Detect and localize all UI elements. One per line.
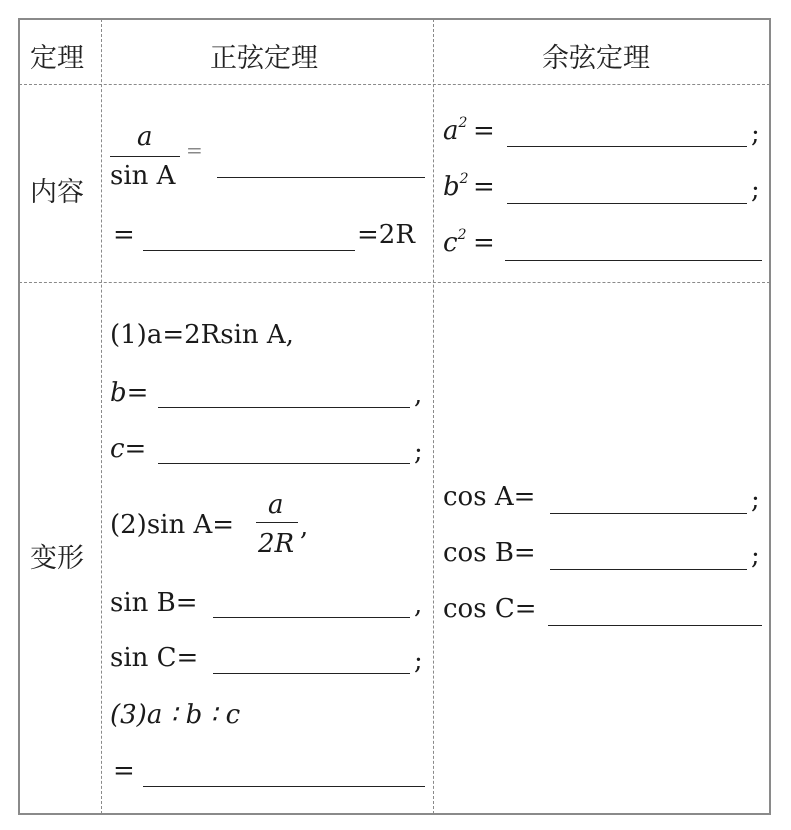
cos-c-squared-var: $c^2$ [443, 227, 467, 258]
cos-eq-c: = [473, 228, 495, 258]
theorem-table [18, 18, 771, 815]
sine-transform-line-4: (2)sin A= [110, 510, 235, 540]
sine-frac-denominator: sin A [110, 161, 176, 191]
sine-l4-denominator: 2R [258, 529, 295, 559]
cos-blank-c[interactable] [505, 260, 762, 261]
sine-l4-bar [256, 522, 298, 523]
sine-l4-comma: , [300, 512, 309, 542]
cos-cosA-eq: cos A= [443, 482, 536, 512]
cos-cosC-eq: cos C= [443, 594, 537, 624]
cos-cosB-eq: cos B= [443, 538, 536, 568]
cos-semi-b: ; [751, 175, 760, 205]
cos-blank-cosA[interactable] [550, 513, 747, 514]
sine-tail-2R: =2R [357, 220, 415, 250]
cos-blank-b[interactable] [507, 203, 747, 204]
sine-semi-c: ; [414, 437, 423, 467]
header-theorem: 定理 [30, 43, 84, 74]
sine-eq-1: = [186, 138, 203, 162]
sine-comma-sinB: , [414, 590, 423, 620]
sine-comma-b: , [414, 380, 423, 410]
cos-blank-cosC[interactable] [548, 625, 762, 626]
row-divider-2 [19, 282, 770, 283]
header-cosine-theorem: 余弦定理 [542, 43, 650, 74]
cos-b-squared-var: $b^2$ [443, 171, 469, 202]
cos-blank-a[interactable] [507, 146, 747, 147]
sine-blank-sinB[interactable] [213, 617, 410, 618]
sine-blank-1[interactable] [217, 177, 425, 178]
cos-semi-a: ; [751, 119, 760, 149]
sine-sinC-eq: sin C= [110, 643, 199, 673]
row-label-content: 内容 [30, 177, 84, 208]
row-label-transform: 变形 [30, 543, 84, 574]
sine-semi-sinC: ; [414, 646, 423, 676]
sine-ratio-line: (3)a ∶ b ∶ c [110, 700, 241, 730]
sine-c-eq: c= [110, 434, 147, 464]
sine-blank-2[interactable] [143, 250, 355, 251]
sine-blank-b[interactable] [158, 407, 410, 408]
header-sine-theorem: 正弦定理 [210, 43, 318, 74]
sine-blank-sinC[interactable] [213, 673, 410, 674]
cos-eq-a: = [473, 116, 495, 146]
col-divider-2 [433, 19, 434, 814]
cos-blank-cosB[interactable] [550, 569, 747, 570]
cos-semi-cosB: ; [751, 541, 760, 571]
cos-a-squared-var: $a^2$ [443, 115, 468, 146]
sine-blank-ratio[interactable] [143, 786, 425, 787]
sine-sinB-eq: sin B= [110, 588, 198, 618]
sine-b-eq: b= [110, 378, 149, 408]
sine-frac-numerator: a [137, 122, 153, 152]
sine-l4-numerator: a [268, 490, 284, 520]
sine-eq-2: = [113, 220, 135, 250]
sine-ratio-eq: = [113, 756, 135, 786]
sine-blank-c[interactable] [158, 463, 410, 464]
cos-semi-cosA: ; [751, 485, 760, 515]
sine-frac-bar [110, 156, 180, 157]
row-divider-1 [19, 84, 770, 85]
col-divider-1 [101, 19, 102, 814]
cos-eq-b: = [473, 172, 495, 202]
sine-transform-line-1: (1)a=2Rsin A, [110, 320, 294, 350]
